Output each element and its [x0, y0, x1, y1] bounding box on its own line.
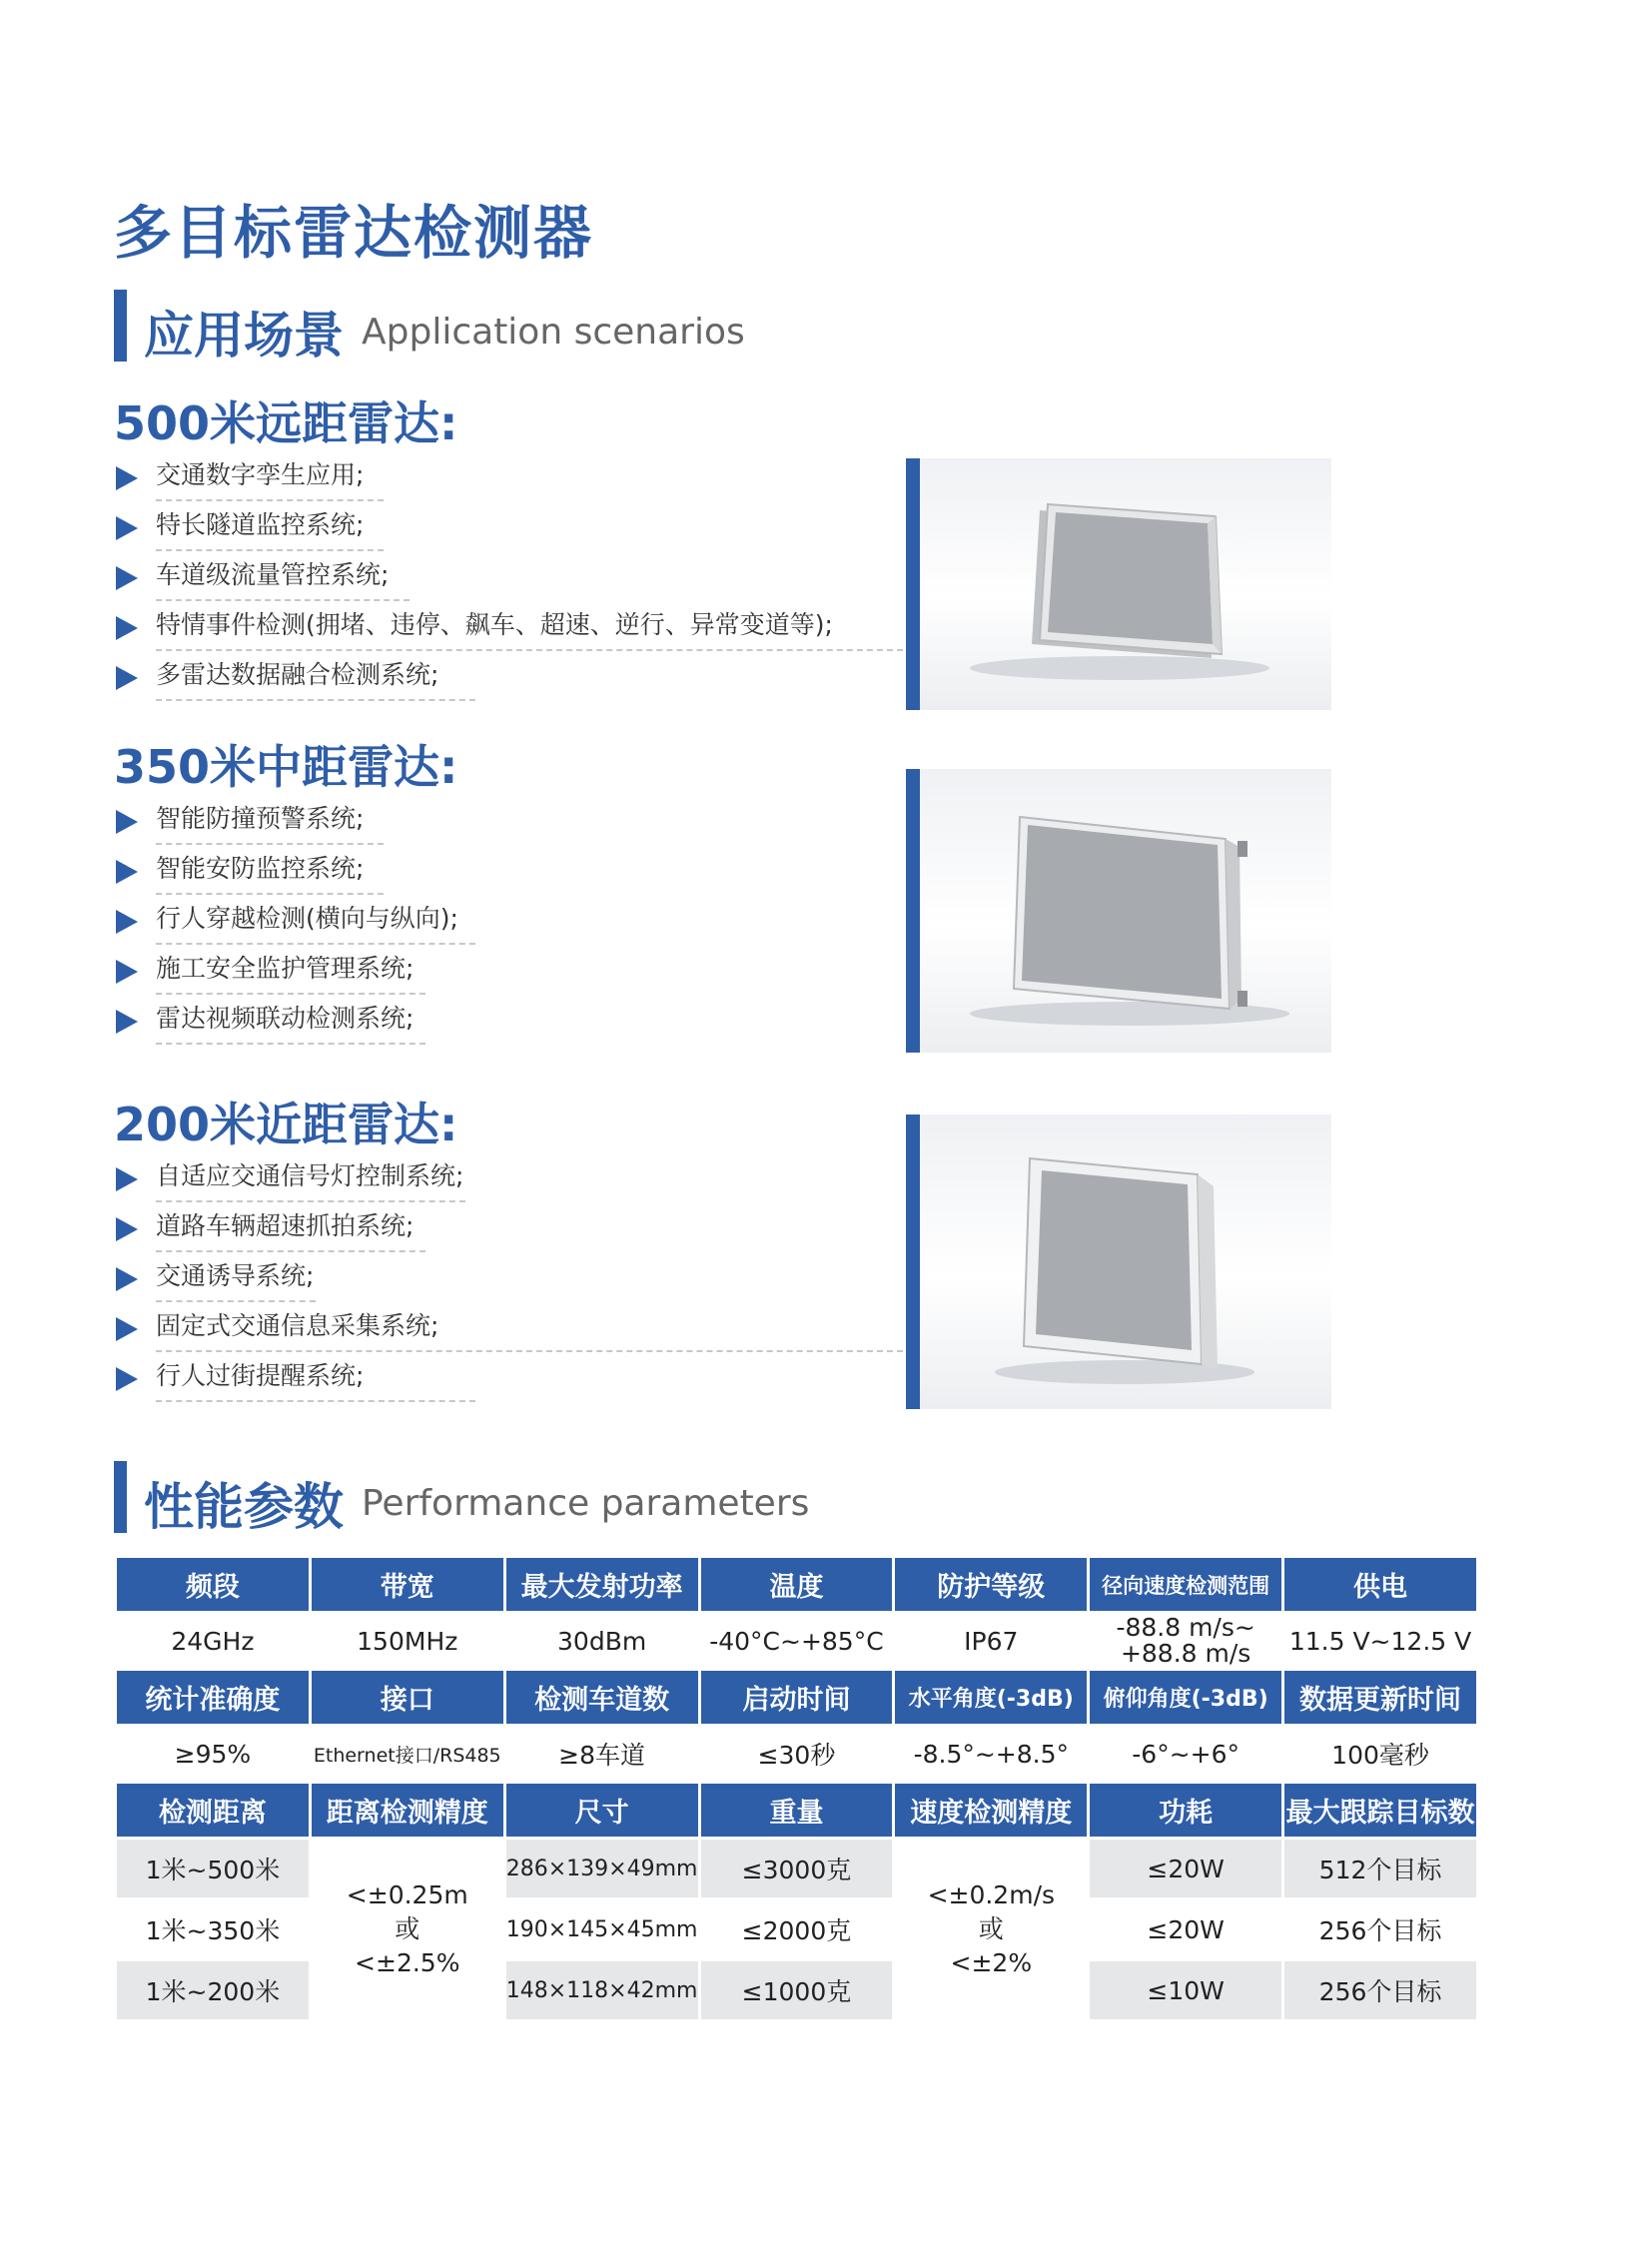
table-cell: 256个目标 [1284, 1961, 1476, 2019]
table-cell: 1米~500米 [117, 1840, 309, 1897]
triangle-bullet-icon [116, 1167, 138, 1191]
distance-accuracy-line: 或 [395, 1914, 420, 1943]
triangle-bullet-icon [116, 1367, 138, 1391]
distance-accuracy-line: <±0.25m [346, 1880, 468, 1909]
table-header-cell: 检测车道数 [506, 1671, 698, 1724]
speed-range-min: -88.8 m/s~ [1116, 1614, 1255, 1642]
list-item-text: 智能安防监控系统; [156, 849, 384, 895]
triangle-bullet-icon [116, 1217, 138, 1241]
table-header-cell: 数据更新时间 [1284, 1671, 1476, 1724]
radar-200-heading: 200米近距雷达: [114, 1098, 458, 1151]
radar-350-heading: 350米中距雷达: [114, 740, 458, 794]
list-item-text: 车道级流量管控系统; [156, 555, 410, 601]
table-cell: 100毫秒 [1331, 1741, 1429, 1770]
triangle-bullet-icon [116, 960, 138, 984]
speed-accuracy-line: 或 [978, 1914, 1004, 1943]
triangle-bullet-icon [116, 566, 138, 590]
triangle-bullet-icon [116, 466, 138, 490]
list-item-text: 交通诱导系统; [156, 1256, 316, 1302]
table-cell: 1米~200米 [117, 1961, 309, 2019]
section-title-cn: 性能参数 [144, 1478, 344, 1536]
spec-table [114, 1555, 1479, 2022]
table-header-cell: 启动时间 [701, 1671, 893, 1724]
speed-accuracy-cell [895, 1840, 1087, 2019]
table-header-cell: 水平角度(-3dB) [895, 1671, 1087, 1724]
table-header-cell: 功耗 [1090, 1784, 1281, 1837]
speed-accuracy-line: <±0.2m/s [927, 1880, 1056, 1909]
list-item-text: 多雷达数据融合检测系统; [156, 655, 475, 701]
section-title-en: Application scenarios [362, 312, 745, 353]
table-cell: 286×139×49mm [506, 1840, 698, 1897]
distance-accuracy-cell [312, 1840, 503, 2019]
section-title-en: Performance parameters [362, 1483, 810, 1524]
table-cell: 190×145×45mm [505, 1916, 698, 1942]
table-cell: 150MHz [357, 1626, 458, 1656]
table-header-cell: 温度 [701, 1558, 893, 1611]
table-header-cell: 接口 [312, 1671, 503, 1724]
radar-device-short-icon [920, 1115, 1331, 1409]
table-row [117, 1840, 1476, 1897]
table-cell: 512个目标 [1284, 1840, 1476, 1897]
list-item-text: 自适应交通信号灯控制系统; [156, 1156, 465, 1202]
triangle-bullet-icon [116, 616, 138, 640]
radar-350-image [906, 769, 1331, 1053]
table-cell: ≤1000克 [701, 1961, 893, 2019]
speed-range-max: +88.8 m/s [1120, 1639, 1251, 1668]
list-item-text: 行人穿越检测(横向与纵向); [156, 899, 475, 945]
triangle-bullet-icon [116, 666, 138, 690]
table-row [117, 1727, 1476, 1781]
table-cell: ≤20W [1090, 1840, 1281, 1897]
table-header-cell: 供电 [1284, 1558, 1476, 1611]
section-accent-bar [114, 290, 127, 362]
table-header-cell: 防护等级 [895, 1558, 1087, 1611]
triangle-bullet-icon [116, 810, 138, 834]
table-cell: -40°C~+85°C [709, 1626, 884, 1656]
table-cell: 11.5 V~12.5 V [1288, 1626, 1472, 1656]
triangle-bullet-icon [116, 1317, 138, 1341]
list-item-text: 特情事件检测(拥堵、违停、飙车、超速、逆行、异常变道等); [156, 605, 903, 651]
table-header-cell: 最大跟踪目标数 [1284, 1784, 1476, 1837]
section-title-cn: 应用场景 [144, 307, 344, 365]
table-cell: ≤3000克 [701, 1840, 893, 1897]
table-cell: 1米~350米 [145, 1916, 281, 1945]
speed-accuracy-line: <±2% [950, 1948, 1033, 1977]
page-title: 多目标雷达检测器 [114, 199, 594, 267]
table-cell: ≤2000克 [741, 1916, 852, 1945]
table-header-cell: 俯仰角度(-3dB) [1090, 1671, 1281, 1724]
table-header-cell: 检测距离 [117, 1784, 309, 1837]
list-item-text: 交通数字孪生应用; [156, 455, 384, 501]
table-cell: ≥8车道 [558, 1741, 646, 1770]
radar-500-heading: 500米远距雷达: [114, 396, 458, 450]
table-cell: 148×118×42mm [506, 1961, 698, 2019]
list-item-text: 雷达视频联动检测系统; [156, 999, 425, 1045]
list-item-text: 施工安全监护管理系统; [156, 949, 425, 995]
table-header-cell: 频段 [117, 1558, 309, 1611]
table-header-cell: 距离检测精度 [312, 1784, 503, 1837]
list-item-text: 特长隧道监控系统; [156, 505, 384, 551]
radar-device-long-icon [920, 458, 1331, 710]
section-accent-bar [114, 1461, 127, 1533]
table-cell: 24GHz [171, 1626, 255, 1656]
table-cell: -8.5°~+8.5° [913, 1739, 1070, 1769]
table-header-cell: 径向速度检测范围 [1090, 1558, 1281, 1611]
triangle-bullet-icon [116, 1010, 138, 1034]
table-header-cell: 统计准确度 [117, 1671, 309, 1724]
table-cell: 256个目标 [1318, 1916, 1442, 1945]
table-cell: ≤10W [1090, 1961, 1281, 2019]
triangle-bullet-icon [116, 1267, 138, 1291]
table-cell: ≤20W [1147, 1914, 1225, 1944]
table-header-cell: 尺寸 [506, 1784, 698, 1837]
list-item-text: 行人过街提醒系统; [156, 1356, 475, 1402]
table-cell: ≤30秒 [757, 1741, 836, 1770]
table-row [117, 1671, 1476, 1724]
table-cell [1090, 1614, 1281, 1668]
radar-200-image [906, 1115, 1331, 1409]
table-cell: -6°~+6° [1132, 1739, 1239, 1769]
table-header-cell: 重量 [701, 1784, 893, 1837]
radar-device-medium-icon [920, 769, 1331, 1053]
table-row [117, 1614, 1476, 1668]
triangle-bullet-icon [116, 910, 138, 934]
table-row [117, 1784, 1476, 1837]
table-row [117, 1558, 1476, 1611]
table-cell: ≥95% [174, 1739, 252, 1769]
triangle-bullet-icon [116, 860, 138, 884]
list-item-text: 道路车辆超速抓拍系统; [156, 1206, 425, 1252]
list-item-text: 智能防撞预警系统; [156, 799, 384, 845]
table-header-cell: 最大发射功率 [506, 1558, 698, 1611]
table-header-cell: 带宽 [312, 1558, 503, 1611]
table-cell: IP67 [964, 1626, 1019, 1656]
radar-500-image [906, 458, 1331, 710]
list-item-text: 固定式交通信息采集系统; [156, 1306, 903, 1352]
triangle-bullet-icon [116, 516, 138, 540]
table-cell: Ethernet接口/RS485 [313, 1744, 501, 1767]
table-header-cell: 速度检测精度 [895, 1784, 1087, 1837]
table-cell: 30dBm [557, 1626, 647, 1656]
distance-accuracy-line: <±2.5% [355, 1948, 460, 1977]
